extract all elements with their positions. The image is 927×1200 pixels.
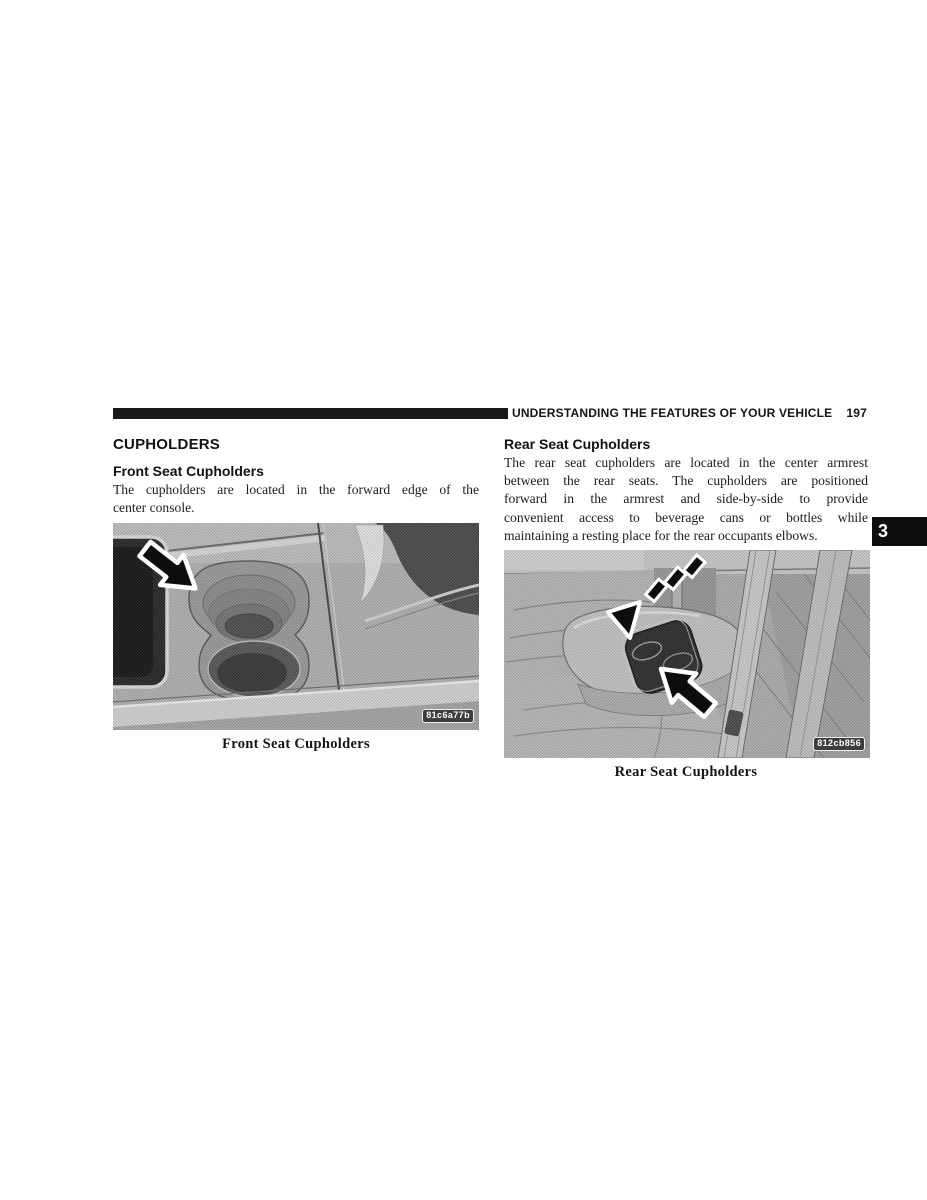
subheading-rear-seat-cupholders: Rear Seat Cupholders (504, 436, 651, 452)
figure-front-seat-cupholders (113, 523, 479, 730)
rear-cupholders-illustration (504, 550, 870, 758)
front-cupholders-illustration (113, 523, 479, 730)
body-line: convenient access to beverage cans or bottles while (504, 509, 868, 525)
body-line: maintaining a resting place for the rear occupants elbows. (504, 527, 818, 543)
rear-cupholders-paragraph (504, 454, 868, 545)
figure-code-badge: 81c6a77b (422, 709, 474, 723)
body-line: forward in the armrest and side-by-side to provide (504, 491, 868, 507)
rear-figure-caption: Rear Seat Cupholders (614, 764, 758, 780)
body-line: The cupholders are located in the forward edge of the (113, 482, 479, 497)
figure-rear-seat-cupholders (504, 550, 870, 758)
front-cupholders-paragraph (113, 481, 479, 517)
chapter-tab (872, 517, 927, 546)
header-title: UNDERSTANDING THE FEATURES OF YOUR VEHICLE (511, 406, 833, 420)
body-line: center console. (113, 500, 195, 516)
front-figure-caption: Front Seat Cupholders (222, 736, 370, 752)
section-heading-cupholders: CUPHOLDERS (113, 436, 221, 453)
page-header (512, 406, 867, 420)
chapter-tab-number: 3 (878, 521, 889, 541)
page-number: 197 (846, 406, 867, 420)
body-line: between the rear seats. The cupholders are positioned (504, 473, 868, 489)
header-rule (113, 408, 508, 419)
figure-code-badge: 812cb856 (813, 737, 865, 751)
body-line: The rear seat cupholders are located in the center armrest (504, 455, 868, 470)
subheading-front-seat-cupholders: Front Seat Cupholders (113, 463, 264, 479)
